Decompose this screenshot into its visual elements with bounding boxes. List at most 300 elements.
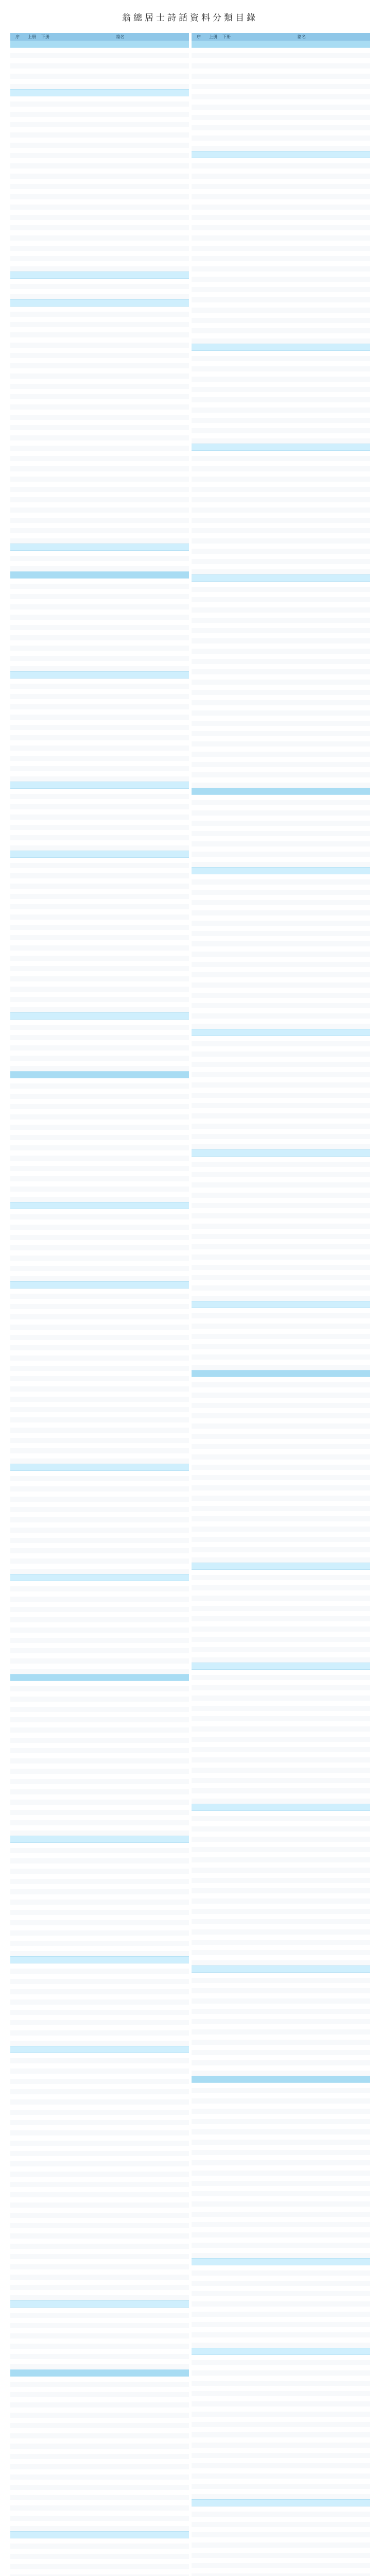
- catalog-cell: [233, 1537, 370, 1542]
- catalog-cell: [220, 1423, 233, 1429]
- catalog-row: [10, 2344, 189, 2349]
- catalog-cell: [10, 1681, 25, 1686]
- catalog-cell: [25, 1753, 39, 1758]
- catalog-cell: [51, 2475, 189, 2480]
- catalog-row: [10, 594, 189, 599]
- catalog-cell: [206, 982, 220, 988]
- catalog-cell: [51, 1717, 189, 1722]
- catalog-cell: [206, 1198, 220, 1203]
- catalog-row: [192, 168, 370, 174]
- catalog-cell: [233, 318, 370, 323]
- catalog-cell: [206, 179, 220, 184]
- catalog-cell: [233, 1642, 370, 1647]
- catalog-cell: [220, 795, 233, 800]
- catalog-cell: [220, 1521, 233, 1527]
- catalog-cell: [25, 2136, 39, 2141]
- catalog-cell: [25, 2125, 39, 2130]
- catalog-row: [10, 487, 189, 492]
- catalog-cell: [233, 1062, 370, 1067]
- catalog-cell: [25, 1548, 39, 1553]
- catalog-cell: [39, 1192, 51, 1197]
- catalog-cell: [51, 163, 189, 168]
- catalog-cell: [51, 1135, 189, 1140]
- catalog-cell: [25, 2449, 39, 2454]
- catalog-cell: [10, 1810, 25, 1815]
- catalog-cell: [206, 318, 220, 323]
- catalog-row: [10, 1617, 189, 1622]
- catalog-cell: [39, 2192, 51, 2197]
- catalog-cell: [192, 135, 206, 141]
- catalog-cell: [39, 53, 51, 58]
- catalog-cell: [233, 471, 370, 477]
- catalog-row: [10, 2564, 189, 2569]
- catalog-cell: [51, 2172, 189, 2177]
- catalog-cell: [51, 1810, 189, 1815]
- catalog-cell: [51, 1733, 189, 1738]
- catalog-row: [10, 1245, 189, 1250]
- catalog-cell: [51, 1392, 189, 1397]
- catalog-cell: [39, 2110, 51, 2115]
- catalog-cell: [220, 926, 233, 931]
- catalog-cell: [206, 1203, 220, 1208]
- catalog-cell: [51, 1915, 189, 1920]
- catalog-cell: [51, 1007, 189, 1012]
- catalog-cell: [206, 931, 220, 936]
- catalog-cell: [206, 587, 220, 592]
- catalog-row: [10, 1612, 189, 1617]
- catalog-cell: [25, 1350, 39, 1355]
- catalog-cell: [10, 1769, 25, 1774]
- catalog-cell: [51, 835, 189, 840]
- catalog-cell: [51, 1936, 189, 1941]
- catalog-cell: [10, 1114, 25, 1120]
- catalog-cell: [10, 935, 25, 940]
- catalog-cell: [10, 940, 25, 945]
- catalog-cell: [51, 2233, 189, 2239]
- catalog-cell: [220, 810, 233, 816]
- catalog-row: [192, 921, 370, 926]
- catalog-cell: [25, 625, 39, 630]
- catalog-cell: [51, 2564, 189, 2569]
- catalog-cell: [39, 1443, 51, 1448]
- catalog-row: [192, 962, 370, 967]
- catalog-row: [192, 1403, 370, 1408]
- catalog-cell: [206, 471, 220, 477]
- catalog-cell: [25, 112, 39, 117]
- catalog-cell: [220, 287, 233, 292]
- catalog-cell: [192, 179, 206, 184]
- catalog-row: [10, 96, 189, 101]
- catalog-cell: [192, 1862, 206, 1868]
- catalog-row: [192, 371, 370, 377]
- catalog-row: [10, 1428, 189, 1433]
- catalog-cell: [39, 2328, 51, 2333]
- catalog-row: [10, 1686, 189, 1691]
- catalog-cell: [220, 1680, 233, 1685]
- catalog-cell: [192, 857, 206, 862]
- catalog-cell: [233, 413, 370, 418]
- catalog-cell: [25, 566, 39, 571]
- catalog-cell: [192, 397, 206, 402]
- catalog-cell: [233, 1077, 370, 1082]
- catalog-cell: [10, 2069, 25, 2074]
- catalog-cell: [39, 725, 51, 730]
- catalog-cell: [51, 820, 189, 825]
- catalog-cell: [51, 2449, 189, 2454]
- catalog-cell: [220, 451, 233, 456]
- catalog-cell: [25, 766, 39, 771]
- catalog-cell: [192, 1732, 206, 1737]
- catalog-row: [10, 1528, 189, 1533]
- catalog-cell: [25, 63, 39, 69]
- catalog-cell: [206, 690, 220, 695]
- catalog-cell: [51, 1397, 189, 1402]
- catalog-cell: [233, 1113, 370, 1118]
- catalog-cell: [10, 2521, 25, 2526]
- catalog-cell: [10, 2020, 25, 2025]
- catalog-cell: [206, 1762, 220, 1768]
- catalog-cell: [192, 79, 206, 84]
- catalog-row: [192, 757, 370, 762]
- catalog-cell: [206, 654, 220, 659]
- catalog-cell: [206, 800, 220, 805]
- catalog-cell: [10, 279, 25, 284]
- catalog-row: [192, 1778, 370, 1783]
- catalog-cell: [192, 1552, 206, 1557]
- catalog-cell: [220, 564, 233, 569]
- catalog-cell: [220, 1832, 233, 1837]
- catalog-cell: [39, 63, 51, 69]
- catalog-cell: [192, 518, 206, 523]
- table-header: [10, 33, 189, 41]
- catalog-cell: [233, 1570, 370, 1575]
- catalog-row: [10, 589, 189, 594]
- catalog-row: [192, 492, 370, 497]
- catalog-cell: [10, 1325, 25, 1330]
- catalog-cell: [220, 63, 233, 69]
- catalog-cell: [206, 1788, 220, 1793]
- catalog-row: [10, 1858, 189, 1863]
- catalog-cell: [39, 2130, 51, 2136]
- catalog-cell: [10, 2161, 25, 2166]
- catalog-row: [10, 2308, 189, 2313]
- catalog-cell: [206, 831, 220, 836]
- catalog-cell: [39, 379, 51, 384]
- catalog-column-left: [10, 33, 189, 2576]
- catalog-cell: [206, 972, 220, 977]
- catalog-cell: [25, 1304, 39, 1309]
- catalog-row: [192, 1429, 370, 1434]
- catalog-row: [192, 841, 370, 846]
- catalog-cell: [51, 307, 189, 312]
- catalog-cell: [10, 2438, 25, 2444]
- catalog-cell: [39, 2290, 51, 2295]
- catalog-cell: [192, 972, 206, 977]
- catalog-cell: [51, 1035, 189, 1040]
- catalog-cell: [220, 199, 233, 205]
- catalog-row: [10, 1643, 189, 1648]
- catalog-cell: [192, 1726, 206, 1732]
- catalog-cell: [51, 1946, 189, 1951]
- catalog-cell: [39, 1114, 51, 1120]
- catalog-cell: [25, 2359, 39, 2364]
- catalog-cell: [192, 63, 206, 69]
- catalog-cell: [233, 1003, 370, 1008]
- catalog-cell: [39, 1025, 51, 1030]
- catalog-cell: [10, 1946, 25, 1951]
- catalog-cell: [206, 1313, 220, 1318]
- catalog-cell: [233, 1685, 370, 1690]
- catalog-cell: [220, 1647, 233, 1652]
- section-band: [192, 444, 370, 451]
- catalog-cell: [10, 951, 25, 956]
- catalog-cell: [25, 353, 39, 358]
- catalog-cell: [192, 900, 206, 905]
- catalog-cell: [25, 2387, 39, 2392]
- catalog-cell: [51, 1083, 189, 1089]
- catalog-cell: [25, 1691, 39, 1697]
- catalog-cell: [206, 184, 220, 189]
- catalog-cell: [51, 1874, 189, 1879]
- catalog-cell: [206, 105, 220, 110]
- catalog-cell: [39, 1748, 51, 1753]
- catalog-cell: [39, 1481, 51, 1486]
- catalog-cell: [39, 1622, 51, 1628]
- catalog-cell: [51, 2364, 189, 2369]
- catalog-cell: [10, 1612, 25, 1617]
- catalog-cell: [192, 1429, 206, 1434]
- catalog-cell: [192, 1711, 206, 1716]
- catalog-cell: [10, 2249, 25, 2254]
- catalog-cell: [25, 1433, 39, 1438]
- catalog-cell: [51, 1381, 189, 1386]
- catalog-cell: [25, 1366, 39, 1371]
- catalog-cell: [206, 805, 220, 810]
- catalog-cell: [192, 1716, 206, 1721]
- catalog-cell: [233, 810, 370, 816]
- catalog-cell: [25, 656, 39, 661]
- catalog-cell: [220, 492, 233, 497]
- catalog-cell: [10, 1397, 25, 1402]
- catalog-cell: [220, 194, 233, 199]
- catalog-cell: [39, 266, 51, 272]
- catalog-cell: [51, 1925, 189, 1930]
- catalog-cell: [233, 1847, 370, 1852]
- catalog-cell: [206, 220, 220, 225]
- catalog-cell: [10, 2423, 25, 2428]
- catalog-cell: [220, 1162, 233, 1167]
- catalog-cell: [39, 1050, 51, 1056]
- catalog-cell: [51, 1025, 189, 1030]
- catalog-row: [10, 1040, 189, 1045]
- catalog-cell: [25, 533, 39, 538]
- catalog-cell: [220, 741, 233, 747]
- catalog-cell: [10, 1471, 25, 1476]
- catalog-cell: [192, 99, 206, 105]
- catalog-cell: [25, 1325, 39, 1330]
- catalog-cell: [192, 246, 206, 251]
- catalog-cell: [220, 1826, 233, 1832]
- catalog-cell: [233, 931, 370, 936]
- catalog-cell: [10, 930, 25, 935]
- catalog-cell: [39, 410, 51, 415]
- catalog-cell: [10, 261, 25, 266]
- catalog-cell: [10, 1538, 25, 1543]
- catalog-cell: [233, 1657, 370, 1663]
- catalog-cell: [25, 2025, 39, 2030]
- catalog-cell: [10, 487, 25, 492]
- catalog-cell: [192, 1167, 206, 1172]
- catalog-cell: [220, 110, 233, 115]
- catalog-cell: [220, 1062, 233, 1067]
- catalog-row: [192, 1652, 370, 1657]
- catalog-cell: [25, 1335, 39, 1340]
- catalog-cell: [25, 363, 39, 368]
- catalog-cell: [192, 1527, 206, 1532]
- catalog-cell: [51, 1930, 189, 1936]
- catalog-cell: [220, 1460, 233, 1465]
- catalog-cell: [25, 497, 39, 502]
- catalog-cell: [192, 1339, 206, 1344]
- catalog-cell: [206, 1113, 220, 1118]
- catalog-cell: [39, 69, 51, 74]
- catalog-cell: [10, 507, 25, 513]
- catalog-cell: [10, 1250, 25, 1256]
- catalog-cell: [10, 1522, 25, 1528]
- catalog-row: [10, 1181, 189, 1187]
- catalog-cell: [233, 323, 370, 328]
- catalog-cell: [39, 825, 51, 830]
- catalog-row: [10, 2208, 189, 2213]
- catalog-cell: [25, 1848, 39, 1853]
- catalog-cell: [51, 2094, 189, 2099]
- catalog-cell: [233, 1167, 370, 1172]
- catalog-cell: [10, 1256, 25, 1261]
- catalog-cell: [39, 1681, 51, 1686]
- catalog-cell: [206, 1570, 220, 1575]
- catalog-cell: [192, 1590, 206, 1596]
- catalog-cell: [192, 482, 206, 487]
- catalog-cell: [220, 613, 233, 618]
- catalog-cell: [220, 251, 233, 256]
- catalog-row: [192, 1611, 370, 1616]
- catalog-cell: [39, 2475, 51, 2480]
- catalog-cell: [206, 230, 220, 235]
- catalog-cell: [25, 2364, 39, 2369]
- catalog-row: [192, 1606, 370, 1611]
- catalog-cell: [233, 1811, 370, 1816]
- catalog-cell: [206, 282, 220, 287]
- catalog-cell: [220, 726, 233, 731]
- catalog-cell: [220, 538, 233, 544]
- catalog-cell: [51, 230, 189, 235]
- catalog-cell: [206, 910, 220, 916]
- catalog-cell: [51, 920, 189, 925]
- catalog-cell: [206, 89, 220, 94]
- catalog-cell: [206, 1747, 220, 1752]
- catalog-cell: [220, 1139, 233, 1144]
- catalog-cell: [192, 559, 206, 564]
- catalog-cell: [25, 2280, 39, 2285]
- catalog-cell: [220, 1842, 233, 1847]
- catalog-body-right: [192, 41, 370, 2576]
- catalog-cell: [220, 477, 233, 482]
- catalog-cell: [233, 110, 370, 115]
- catalog-cell: [233, 1701, 370, 1706]
- catalog-cell: [51, 761, 189, 766]
- catalog-cell: [206, 1547, 220, 1552]
- catalog-cell: [51, 189, 189, 194]
- catalog-cell: [220, 1847, 233, 1852]
- catalog-row: [10, 656, 189, 661]
- catalog-cell: [10, 1314, 25, 1319]
- catalog-row: [192, 1182, 370, 1188]
- catalog-cell: [51, 1697, 189, 1702]
- catalog-cell: [25, 2223, 39, 2228]
- catalog-row: [192, 397, 370, 402]
- catalog-cell: [220, 1721, 233, 1726]
- catalog-cell: [25, 1156, 39, 1161]
- catalog-cell: [206, 1265, 220, 1270]
- catalog-cell: [192, 1239, 206, 1244]
- catalog-cell: [25, 53, 39, 58]
- catalog-cell: [206, 428, 220, 433]
- catalog-cell: [233, 282, 370, 287]
- catalog-cell: [206, 1324, 220, 1329]
- catalog-cell: [206, 700, 220, 705]
- catalog-row: [192, 1198, 370, 1203]
- catalog-cell: [10, 2025, 25, 2030]
- catalog-cell: [10, 256, 25, 261]
- catalog-cell: [39, 2053, 51, 2058]
- catalog-cell: [220, 1296, 233, 1301]
- catalog-cell: [233, 1413, 370, 1418]
- catalog-cell: [206, 1552, 220, 1557]
- catalog-cell: [220, 89, 233, 94]
- catalog-cell: [10, 1831, 25, 1836]
- catalog-cell: [39, 435, 51, 440]
- catalog-row: [10, 513, 189, 518]
- catalog-cell: [51, 194, 189, 199]
- catalog-cell: [233, 826, 370, 831]
- catalog-cell: [206, 158, 220, 163]
- catalog-cell: [51, 368, 189, 374]
- catalog-row: [192, 674, 370, 680]
- catalog-cell: [39, 168, 51, 174]
- catalog-cell: [39, 507, 51, 513]
- catalog-cell: [220, 1403, 233, 1408]
- catalog-row: [10, 1397, 189, 1402]
- catalog-row: [192, 1167, 370, 1172]
- catalog-cell: [39, 1486, 51, 1492]
- catalog-row: [192, 1088, 370, 1093]
- catalog-cell: [51, 1727, 189, 1733]
- catalog-row: [10, 1989, 189, 1994]
- catalog-cell: [206, 1847, 220, 1852]
- catalog-cell: [39, 1089, 51, 1094]
- catalog-cell: [39, 2259, 51, 2264]
- catalog-cell: [192, 241, 206, 246]
- catalog-cell: [10, 1863, 25, 1869]
- catalog-cell: [51, 1628, 189, 1633]
- catalog-cell: [10, 1686, 25, 1691]
- catalog-cell: [10, 1030, 25, 1035]
- catalog-row: [10, 1309, 189, 1314]
- catalog-cell: [233, 1177, 370, 1182]
- catalog-cell: [206, 628, 220, 633]
- catalog-cell: [220, 957, 233, 962]
- catalog-cell: [51, 312, 189, 317]
